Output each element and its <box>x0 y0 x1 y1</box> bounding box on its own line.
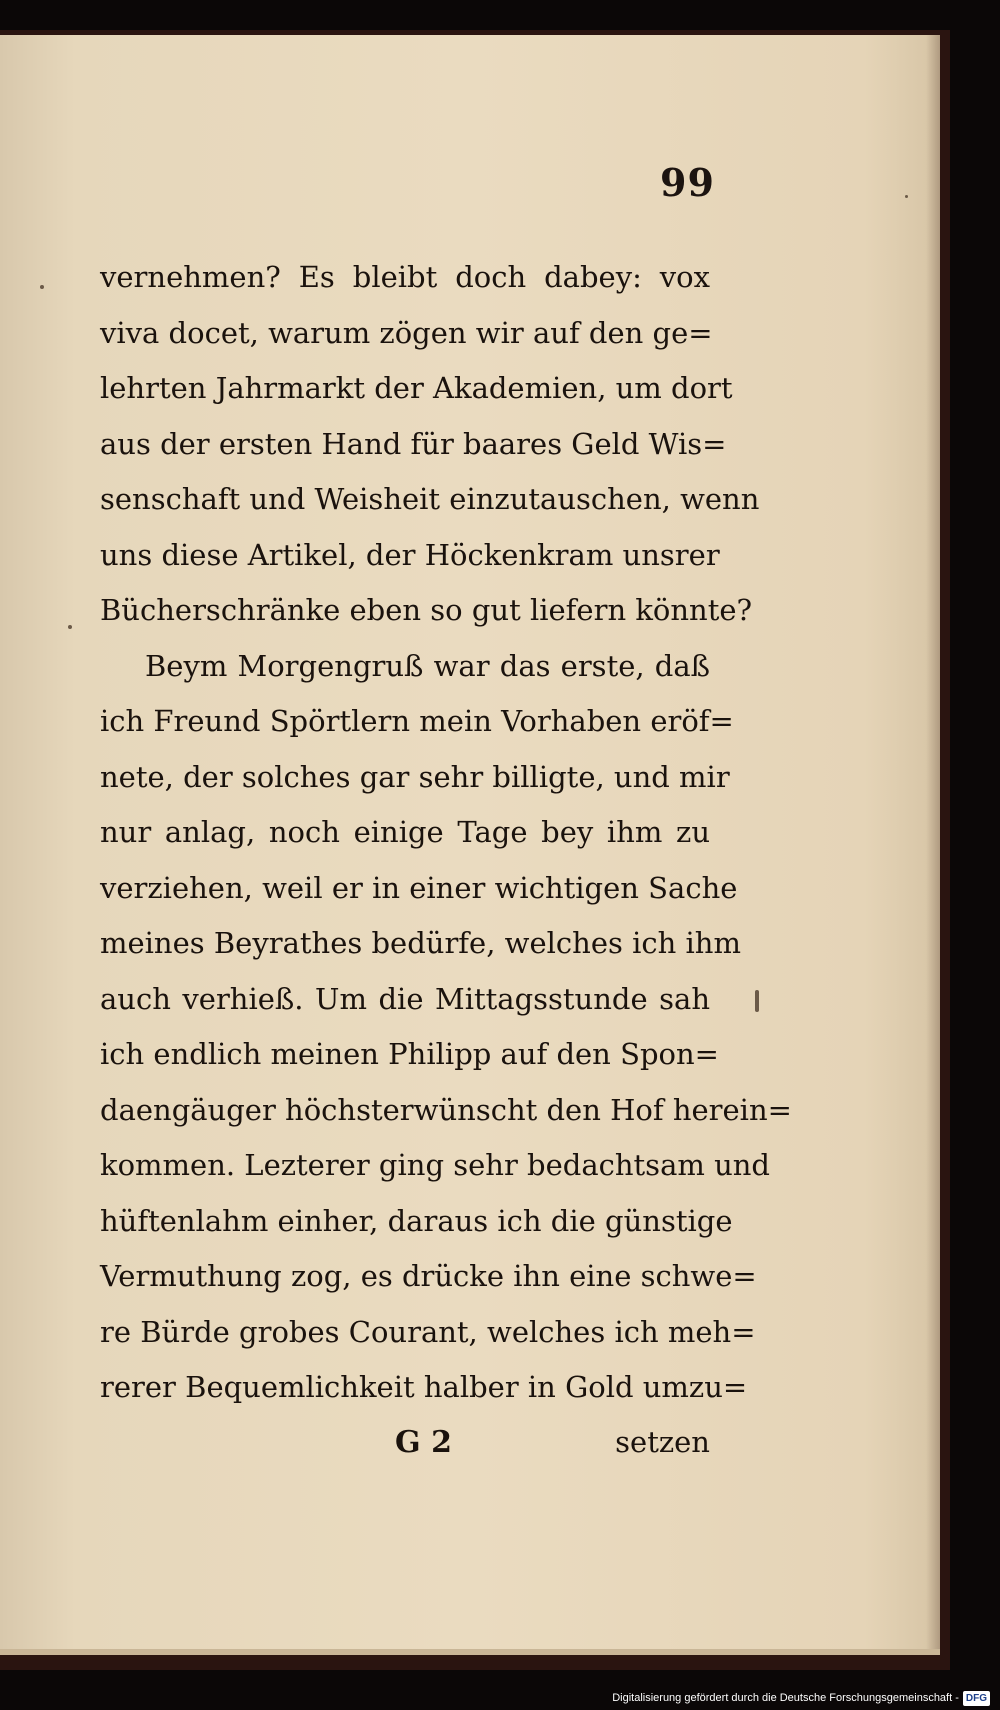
dfg-credit <box>612 1688 990 1708</box>
text-line: uns diese Artikel, der Höckenkram unsrer <box>100 537 720 572</box>
text-line: lehrten Jahrmarkt der Akademien, um dort <box>100 371 733 405</box>
text-line: re Bürde grobes Courant, welches ich meh= <box>100 1314 756 1349</box>
dfg-logo: DFG <box>963 1691 990 1706</box>
text-line: viva docet, warum zögen wir auf den ge= <box>100 315 713 350</box>
paper-speck <box>755 990 759 1012</box>
catchword: setzen <box>615 1425 710 1459</box>
text-line: rerer Bequemlichkeit halber in Gold umzu= <box>100 1370 748 1404</box>
signature-mark: G 2 <box>395 1425 452 1460</box>
paper-speck <box>40 285 44 289</box>
text-line: vernehmen? Es bleibt doch dabey: vox <box>100 260 710 294</box>
text-line: senschaft und Weisheit einzutauschen, wenn <box>100 482 760 516</box>
text-line: Bücherschränke eben so gut liefern könnte? <box>100 593 753 627</box>
text-line: auch verhieß. Um die Mittagsstunde sah <box>100 981 710 1016</box>
text-line: nur anlag, noch einige Tage bey ihm zu <box>100 815 710 849</box>
text-line: ich Freund Spörtlern mein Vorhaben eröf= <box>100 704 734 738</box>
paper-speck <box>905 195 908 198</box>
text-line: meines Beyrathes bedürfe, welches ich ihm <box>100 926 741 960</box>
text-line: daengäuger höchsterwünscht den Hof herein= <box>100 1092 792 1127</box>
text-line: ich endlich meinen Philipp auf den Spon= <box>100 1037 719 1071</box>
body-text <box>100 250 792 1416</box>
page-number: 99 <box>660 160 715 205</box>
text-line: Vermuthung zog, es drücke ihn eine schwe= <box>100 1259 757 1293</box>
text-line: verziehen, weil er in einer wichtigen Sache <box>100 870 738 905</box>
text-line: aus der ersten Hand für baares Geld Wis= <box>100 426 727 461</box>
text-line: nete, der solches gar sehr billigte, und mir <box>100 759 730 794</box>
page-footer <box>100 1415 710 1470</box>
text-line: kommen. Lezterer ging sehr bedachtsam und <box>100 1148 770 1182</box>
paper-speck <box>68 625 72 629</box>
text-line: hüftenlahm einher, daraus ich die günstige <box>100 1203 733 1238</box>
text-line: Beym Morgengruß war das erste, daß <box>145 648 710 683</box>
credit-text: Digitalisierung gefördert durch die Deutsche Forschungsgemeinschaft - <box>612 1692 959 1704</box>
book-page <box>0 35 940 1655</box>
